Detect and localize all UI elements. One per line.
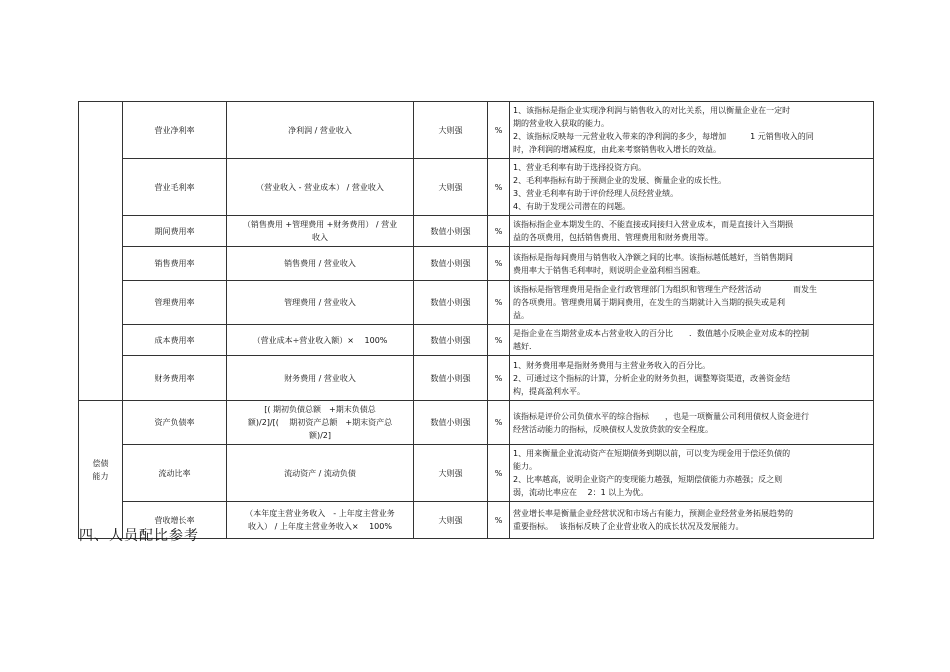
formula-line: 管理费用 / 营业收入 [284, 298, 356, 307]
description-line: 时，净利润的增减程度，由此来考察销售收入增长的效益。 [513, 145, 721, 154]
category-label: 偿债能力 [92, 458, 109, 481]
formula-line: （本年度主营业务收入 - 上年度主营业务 [245, 509, 395, 518]
description-line: 2、该指标反映每一元营业收入带来的净利润的多少，每增加 1 元销售收入的同 [513, 132, 814, 141]
metric-formula [227, 325, 414, 356]
metric-row [79, 325, 874, 356]
metric-unit: % [488, 102, 510, 159]
description-line: 1、营业毛利率有助于选择投资方向。 [513, 163, 647, 172]
metric-description [510, 356, 874, 401]
metric-direction: 数值小则强 [414, 216, 488, 247]
description-line: 3、营业毛利率有助于评价经理人员经营业绩。 [513, 189, 679, 198]
metric-name: 成本费用率 [123, 325, 227, 356]
metric-unit: % [488, 159, 510, 216]
formula-line: 净利润 / 营业收入 [288, 125, 352, 135]
metric-description [510, 445, 874, 502]
metric-row [79, 281, 874, 325]
metric-formula [227, 102, 414, 159]
metric-formula [227, 401, 414, 445]
formula-line: （营业成本÷营业收入额）× 100% [252, 335, 388, 345]
metric-direction: 数值小则强 [414, 281, 488, 325]
description-line: 弱，流动比率应在 2：1 以上为优。 [513, 488, 649, 497]
formula-line: 流动资产 / 流动负债 [284, 468, 356, 478]
metric-formula [227, 502, 414, 539]
description-line: 4、有助于发现公司潜在的问题。 [513, 202, 631, 211]
description-line: 营业增长率是衡量企业经营状况和市场占有能力，预测企业经营业务拓展趋势的 [513, 509, 793, 518]
metric-unit: % [488, 445, 510, 502]
metric-unit: % [488, 325, 510, 356]
formula-line: 额)/2]/[( 期初资产总额 +期末资产总 [247, 418, 393, 427]
metric-row [79, 356, 874, 401]
section-heading: 四、人员配比参考 [79, 528, 199, 544]
description-line: 1、该指标是指企业实现净利润与销售收入的对比关系，用以衡量企业在一定时 [513, 106, 791, 115]
description-line: 2、比率越高，说明企业资产的变现能力越强，短期偿债能力亦越强；反之则 [513, 475, 783, 484]
metric-name: 营业净利率 [123, 102, 227, 159]
metric-name: 营收增长率 [123, 502, 227, 539]
metric-row [79, 159, 874, 216]
metric-name: 期间费用率 [123, 216, 227, 247]
metric-unit: % [488, 401, 510, 445]
metric-formula [227, 216, 414, 247]
description-line: 益。 [513, 311, 529, 320]
metric-direction: 大则强 [414, 502, 488, 539]
metric-formula [227, 281, 414, 325]
metric-formula [227, 247, 414, 281]
formula-line: [( 期初负债总额 +期末负债总 [264, 405, 376, 414]
metric-row [79, 216, 874, 247]
metric-description [510, 281, 874, 325]
formula-line: 财务费用 / 营业收入 [284, 373, 356, 383]
metric-name: 销售费用率 [123, 247, 227, 281]
metric-name: 财务费用率 [123, 356, 227, 401]
metric-direction: 数值小则强 [414, 356, 488, 401]
formula-line: 额)/2] [308, 431, 332, 440]
description-line: 该指标是评价公司负债水平的综合指标 ，也是一项衡量公司利用债权人资金进行 [513, 411, 809, 421]
description-line: 益的各项费用，包括销售费用、管理费用和财务费用等。 [513, 233, 713, 242]
description-line: 能力。 [513, 462, 537, 471]
description-line: 该指标是指管理费用是指企业行政管理部门为组织和管理生产经营活动 而发生 [513, 285, 817, 294]
description-line: 的各项费用。管理费用属于期间费用，在发生的当期就计入当期的损失或是利 [513, 298, 785, 307]
metric-row [79, 102, 874, 159]
metric-direction: 数值小则强 [414, 401, 488, 445]
description-line: 是指企业在当期营业成本占营业收入的百分比 ．数值越小反映企业对成本的控制 [513, 329, 809, 338]
metric-formula [227, 159, 414, 216]
formula-line: （营业收入 - 营业成本） / 营业收入 [256, 182, 384, 192]
metric-direction: 数值小则强 [414, 247, 488, 281]
metric-name: 资产负债率 [123, 401, 227, 445]
formula-line: （销售费用 +管理费用 +财务费用） / 营业 [242, 220, 398, 229]
metric-description [510, 102, 874, 159]
metric-unit: % [488, 281, 510, 325]
formula-line: 收入 [312, 233, 328, 242]
description-line: 构，提高盈利水平。 [513, 386, 585, 396]
description-line: 该指标是指每间费用与销售收入净额之间的比率。该指标越低越好，当销售期间 [513, 252, 793, 262]
metric-direction: 大则强 [414, 159, 488, 216]
metric-description [510, 325, 874, 356]
metric-row [79, 247, 874, 281]
metric-direction: 大则强 [414, 102, 488, 159]
metric-direction: 数值小则强 [414, 325, 488, 356]
formula-line: 销售费用 / 营业收入 [284, 259, 356, 268]
metric-unit: % [488, 247, 510, 281]
metric-row [79, 445, 874, 502]
metric-formula [227, 356, 414, 401]
description-line: 重要指标。 该指标反映了企业营业收入的成长状况及发展能力。 [513, 522, 744, 531]
metric-unit: % [488, 216, 510, 247]
description-line: 费用率大于销售毛利率时，则说明企业盈利相当困难。 [513, 265, 705, 275]
metric-name: 管理费用率 [123, 281, 227, 325]
metric-unit: % [488, 502, 510, 539]
metric-unit: % [488, 356, 510, 401]
description-line: 越好． [513, 342, 537, 351]
financial-metrics-table [78, 101, 874, 539]
metric-description [510, 159, 874, 216]
description-line: 1、财务费用率是指财务费用与主营业务收入的百分比。 [513, 360, 711, 370]
metric-description [510, 502, 874, 539]
metric-direction: 大则强 [414, 445, 488, 502]
description-line: 2、毛利率指标有助于预测企业的发展、衡量企业的成长性。 [513, 176, 727, 185]
category-cell [79, 401, 123, 539]
metric-description [510, 401, 874, 445]
metric-name: 流动比率 [123, 445, 227, 502]
description-line: 经营活动能力的指标，反映债权人发放贷款的安全程度。 [513, 424, 713, 434]
description-line: 2、可通过这个指标的计算，分析企业的财务负担，调整筹资渠道，改善资金结 [513, 373, 791, 383]
description-line: 1、用来衡量企业流动资产在短期债务到期以前，可以变为现金用于偿还负债的 [513, 449, 791, 458]
metric-formula [227, 445, 414, 502]
category-cell [79, 102, 123, 401]
formula-line: 收入） / 上年度主营业务收入× 100% [248, 522, 392, 531]
description-line: 期的营业收入获取的能力。 [513, 119, 609, 128]
metric-description [510, 216, 874, 247]
metric-description [510, 247, 874, 281]
metric-row [79, 401, 874, 445]
description-line: 该指标指企业本期发生的、不能直接或间接归入营业成本，而是直接计入当期损 [513, 220, 793, 229]
metric-name: 营业毛利率 [123, 159, 227, 216]
